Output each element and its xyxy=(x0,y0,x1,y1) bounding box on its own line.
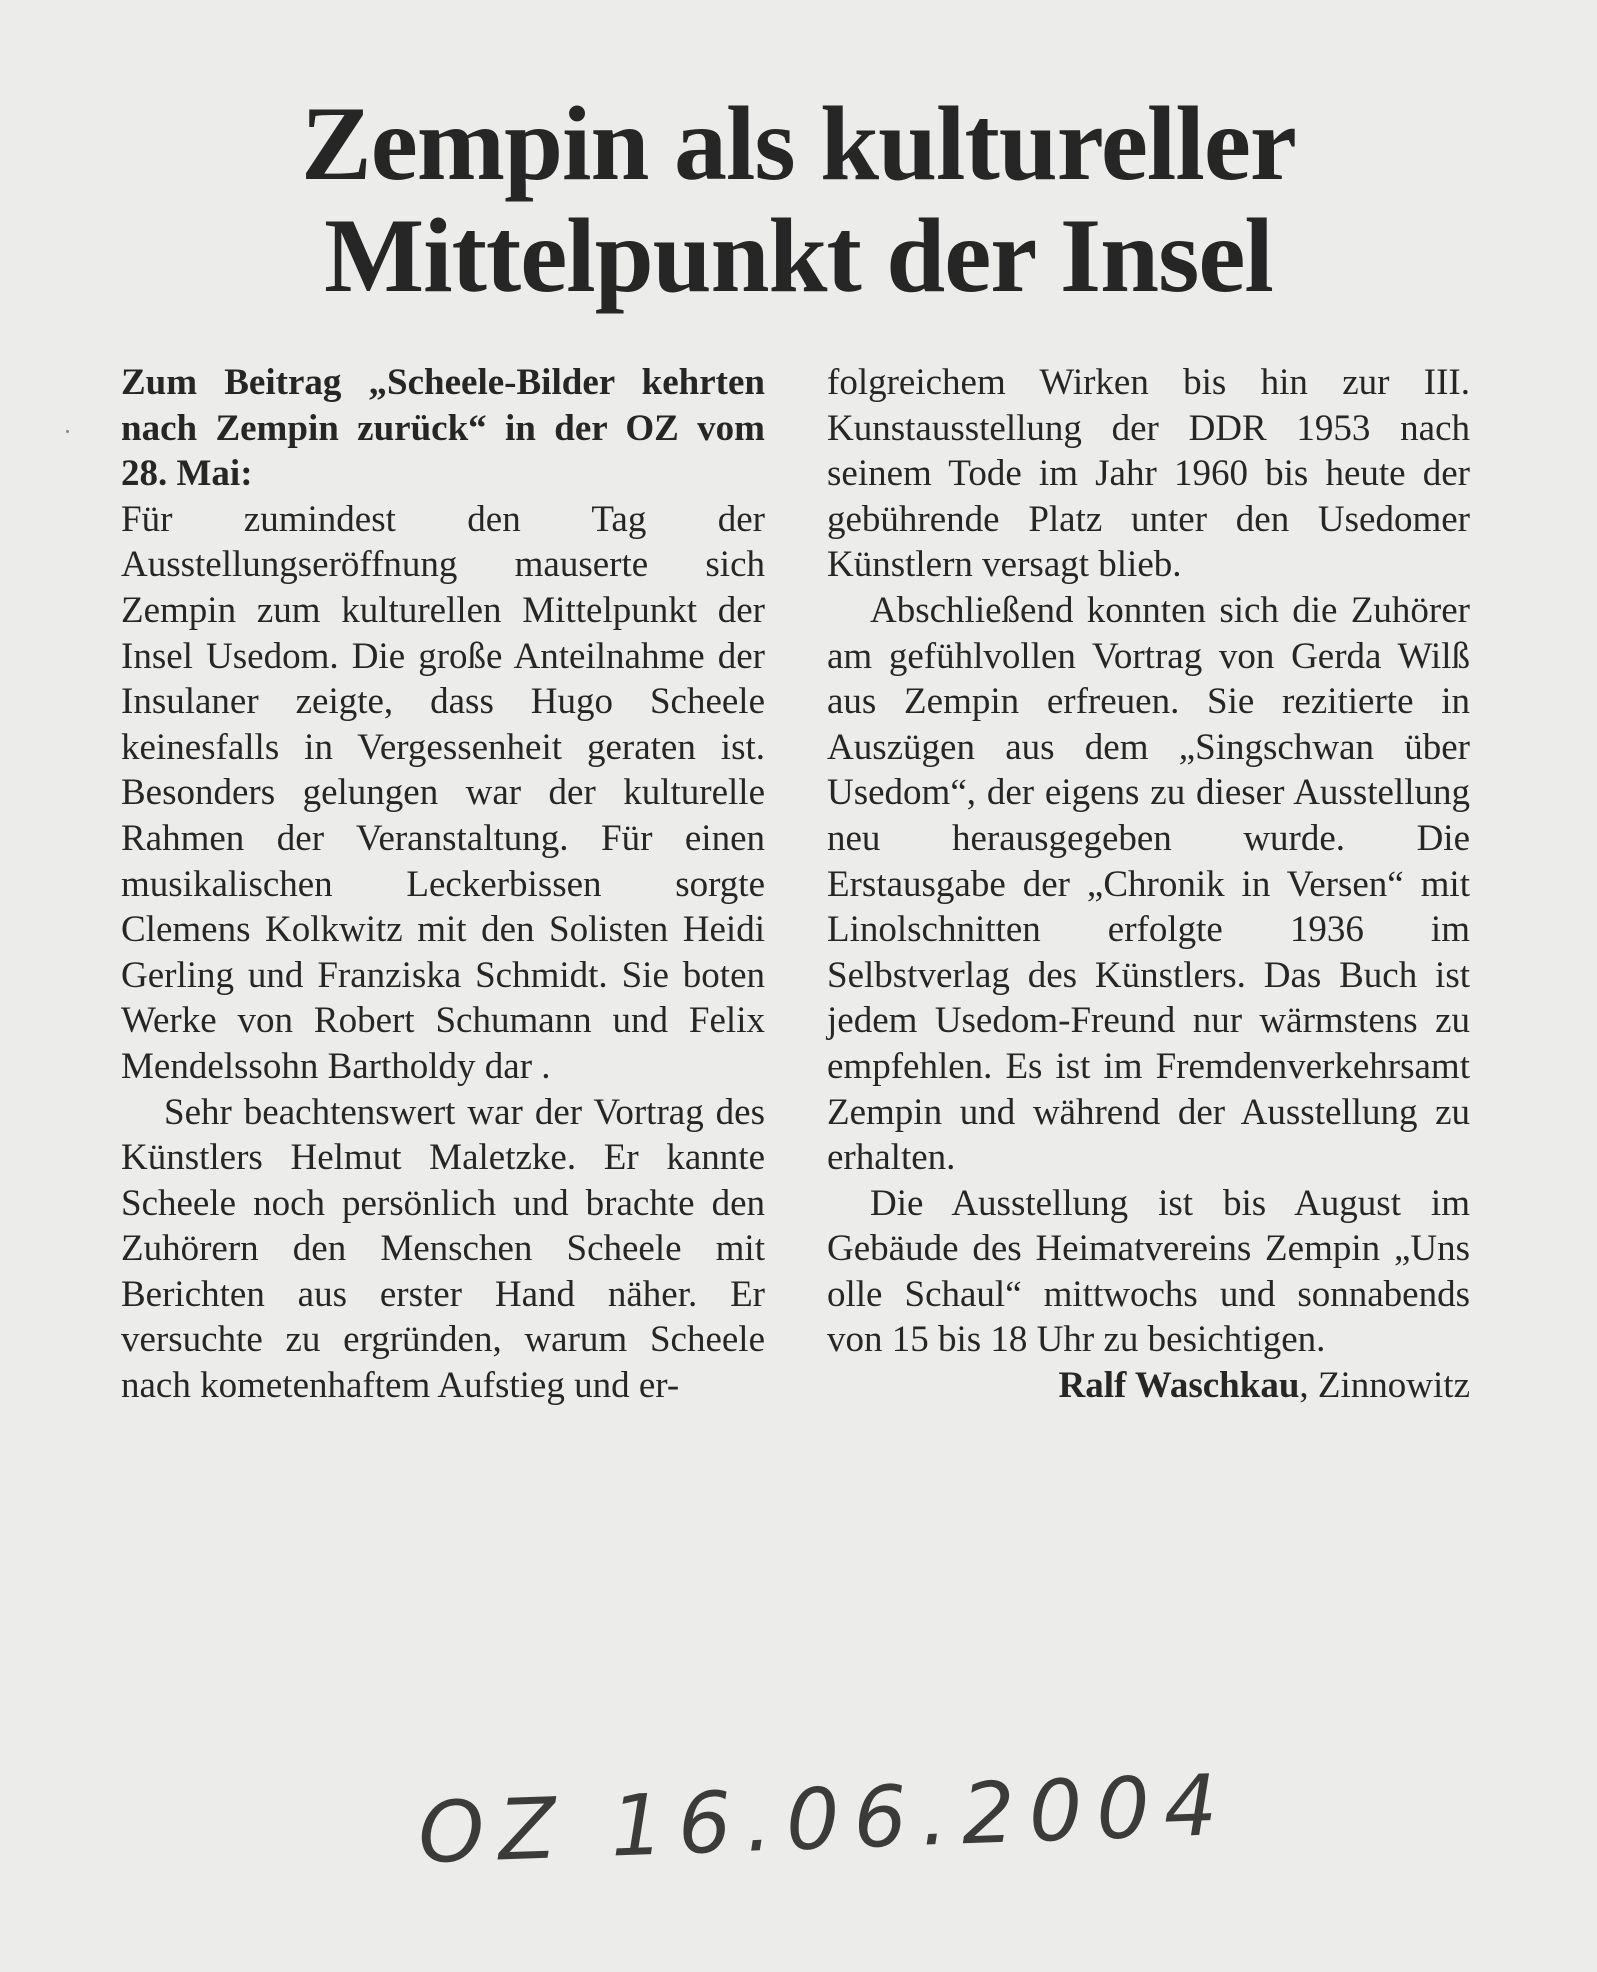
article-headline xyxy=(60,85,1537,314)
article-byline xyxy=(827,1363,1470,1409)
article-paragraph: folgreichem Wirken bis hin zur III. Kunstausstellung der DDR 1953 nach seinem Tode im Jahr 1960 bis heute der gebührende Platz unter den Usedomer Künstlern versagt blieb. xyxy=(827,362,1470,586)
article-column-right xyxy=(827,360,1470,1409)
article-lead: Zum Beitrag „Scheele-Bilder kehrten nach Zempin zurück“ in der OZ vom 28. Mai: xyxy=(121,362,765,495)
headline-line-2: Mittelpunkt der Insel xyxy=(324,197,1273,314)
handwritten-date-note: OZ 16.06.2004 xyxy=(416,1755,1233,1883)
byline-place: , Zinnowitz xyxy=(1299,1365,1470,1407)
article-paragraph: Abschließend konnten sich die Zuhörer am gefühlvollen Vortrag von Gerda Wilß aus Zempin erfreuen. Sie rezitierte in Auszügen aus dem „Singschwan über Usedom“, der eigens zu dieser Ausstellung neu herausgegeben wurde. Die Erstausgabe der „Chronik in Versen“ mit Linolschnitten erfolgte 1936 im Selbstverlag des Künstlers. Das Buch ist jedem Usedom-Freund nur wärmstens zu empfehlen. Es ist im Fremdenverkehrsamt Zempin und während der Ausstellung zu erhalten. xyxy=(827,589,1470,1179)
paper-speck xyxy=(66,430,69,433)
article-paragraph: Sehr beachtenswert war der Vortrag des Künstlers Helmut Maletzke. Er kannte Scheele noch persönlich und brachte den Zuhörern den Menschen Scheele mit Berichten aus erster Hand näher. Er versuchte zu ergründen, warum Scheele nach kometenhaftem Aufstieg und er- xyxy=(121,1091,765,1407)
article-column-left xyxy=(121,360,765,1409)
article-paragraph: Für zumindest den Tag der Ausstellungseröffnung mauserte sich Zempin zum kulturellen Mittelpunkt der Insel Usedom. Die große Anteilnahme der Insulaner zeigte, dass Hugo Scheele keinesfalls in Vergessenheit geraten ist. Besonders gelungen war der kulturelle Rahmen der Veranstaltung. Für einen musikalischen Leckerbissen sorgte Clemens Kolkwitz mit den Solisten Heidi Gerling und Franziska Schmidt. Sie boten Werke von Robert Schumann und Felix Mendelssohn Bartholdy dar . xyxy=(121,498,765,1087)
article-paragraph: Die Ausstellung ist bis August im Gebäude des Heimatvereins Zempin „Uns olle Schaul“ mittwochs und sonnabends von 15 bis 18 Uhr zu besichtigen. xyxy=(827,1182,1470,1361)
headline-line-1: Zempin als kultureller xyxy=(301,85,1296,202)
byline-author: Ralf Waschkau xyxy=(1058,1365,1300,1407)
